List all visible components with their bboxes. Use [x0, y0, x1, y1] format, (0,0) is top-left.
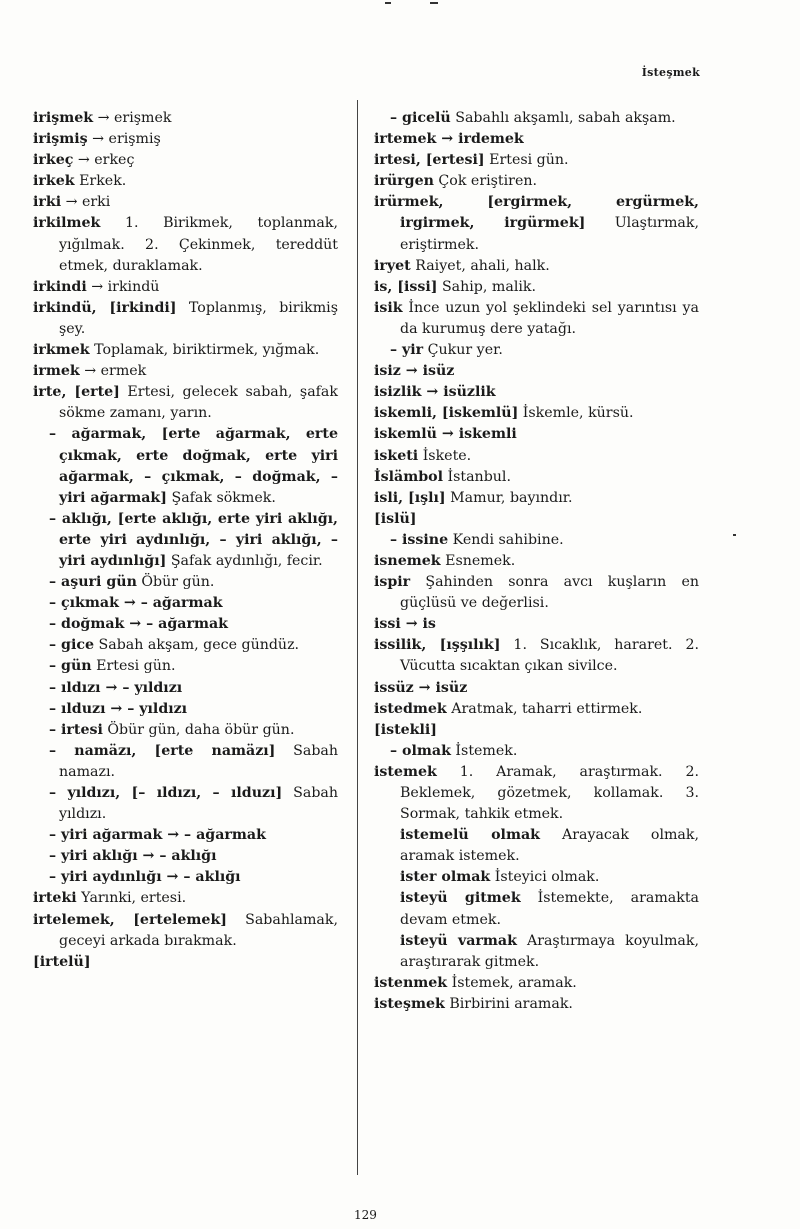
- dictionary-entry: [33, 424, 338, 508]
- dictionary-entry: [374, 446, 699, 467]
- entry-definition: İsteyici olmak.: [490, 869, 600, 886]
- dictionary-entry: [374, 530, 699, 551]
- entry-definition: Raiyet, ahali, halk.: [410, 257, 550, 274]
- dictionary-entry: [374, 741, 699, 762]
- entry-headword: – yiri aklığı → – aklığı: [49, 848, 217, 865]
- entry-headword: isteyü gitmek: [400, 890, 521, 907]
- dictionary-entry: [33, 699, 338, 720]
- entry-definition: 1. Sıcaklık, hararet. 2. Vücutta sıcaktan çıkan sivilce.: [400, 637, 699, 675]
- dictionary-entry: [33, 509, 338, 572]
- print-speck: [430, 2, 438, 4]
- dictionary-entry: [33, 129, 338, 150]
- dictionary-entry: [33, 213, 338, 276]
- entry-definition: Esnemek.: [440, 552, 516, 569]
- dictionary-entry: [33, 952, 338, 973]
- entry-headword: irkilmek: [33, 215, 101, 232]
- entry-headword: istedmek: [374, 700, 447, 717]
- entry-headword: – olmak: [390, 742, 451, 759]
- entry-definition: İstemek.: [450, 742, 518, 759]
- print-speck: [385, 2, 391, 4]
- dictionary-entry: [33, 678, 338, 699]
- dictionary-entry: [33, 361, 338, 382]
- entry-definition: Birbirini aramak.: [444, 995, 573, 1012]
- dictionary-entry: [374, 108, 699, 129]
- dictionary-entry: [374, 699, 699, 720]
- entry-definition: Yarınki, ertesi.: [76, 890, 187, 907]
- entry-headword: isketi: [374, 447, 419, 464]
- entry-definition: Şahinden sonra avcı kuşların en güçlüsü ve değerlisi.: [400, 574, 699, 612]
- dictionary-entry: [374, 256, 699, 277]
- dictionary-entry: [374, 825, 699, 867]
- dictionary-entry: [374, 994, 699, 1015]
- entry-definition: Araştırmaya koyulmak, araştırarak gitmek.: [400, 932, 699, 970]
- dictionary-entry: [374, 614, 699, 635]
- dictionary-entry: [374, 382, 699, 403]
- dictionary-entry: [33, 783, 338, 825]
- entry-headword: isizlik → isüzlik: [374, 384, 496, 401]
- running-head: İsteşmek: [641, 66, 700, 79]
- entry-definition: Erkek.: [74, 173, 127, 190]
- dictionary-entry: [374, 403, 699, 424]
- entry-headword: istemelü olmak: [400, 827, 540, 844]
- page-number: 129: [354, 1208, 377, 1222]
- entry-headword: isli, [ışlı]: [374, 489, 446, 506]
- dictionary-entry: [33, 635, 338, 656]
- dictionary-entry: [374, 572, 699, 614]
- entry-definition: Şafak sökmek.: [166, 489, 276, 506]
- entry-headword: – ağarmak, [erte ağarmak, erte çıkmak, erte doğmak, erte yiri ağarmak, – çıkmak, – doğmak, – yiri ağarmak]: [49, 426, 338, 506]
- entry-headword: irişmiş: [33, 131, 88, 148]
- entry-definition: Sabahlamak, geceyi arkada bırakmak.: [59, 911, 338, 949]
- dictionary-entry: [374, 277, 699, 298]
- entry-headword: [islü]: [374, 510, 417, 527]
- entry-definition: İnce uzun yol şeklindeki sel yarıntısı ya da kurumuş dere yatağı.: [400, 299, 699, 337]
- entry-definition: Çok eriştiren.: [433, 173, 537, 190]
- entry-definition: İstemekte, aramakta devam etmek.: [400, 890, 699, 928]
- entry-definition: İstanbul.: [443, 468, 511, 485]
- entry-headword: irürmek, [ergirmek, ergürmek, irgirmek, irgürmek]: [374, 194, 699, 232]
- entry-definition: İskete.: [418, 447, 472, 464]
- entry-definition: → erkeç: [73, 152, 135, 169]
- entry-headword: ister olmak: [400, 869, 491, 886]
- dictionary-entry: [374, 762, 699, 825]
- entry-headword: issilik, [ışşılık]: [374, 637, 501, 654]
- entry-headword: – yiri ağarmak → – ağarmak: [49, 827, 266, 844]
- entry-headword: irürgen: [374, 173, 434, 190]
- entry-definition: Sabah yıldızı.: [59, 785, 338, 823]
- dictionary-entry: [33, 298, 338, 340]
- entry-headword: irişmek: [33, 110, 94, 126]
- dictionary-entry: [374, 551, 699, 572]
- entry-headword: issüz → isüz: [374, 679, 468, 696]
- entry-headword: [istekli]: [374, 721, 437, 738]
- entry-headword: istenmek: [374, 974, 448, 991]
- dictionary-entry: [33, 192, 338, 213]
- dictionary-entry: [374, 340, 699, 361]
- entry-headword: – yıldızı, [– ıldızı, – ılduzı]: [49, 785, 283, 801]
- entry-definition: Ertesi gün.: [91, 658, 176, 675]
- entry-definition: Sahip, malik.: [437, 278, 536, 295]
- dictionary-entry: [374, 129, 699, 150]
- entry-headword: isteşmek: [374, 995, 445, 1012]
- entry-definition: → erişmiş: [87, 131, 161, 148]
- entry-definition: Sabah akşam, gece gündüz.: [94, 637, 300, 654]
- dictionary-entry: [374, 298, 699, 340]
- entry-headword: – yiri aydınlığı → – aklığı: [49, 869, 241, 886]
- dictionary-entry: [374, 509, 699, 530]
- dictionary-entry: [33, 614, 338, 635]
- dictionary-entry: [374, 488, 699, 509]
- dictionary-entry: [374, 867, 699, 888]
- entry-headword: – çıkmak → – ağarmak: [49, 595, 223, 612]
- entry-definition: Şafak aydınlığı, fecir.: [166, 552, 323, 569]
- entry-headword: irkmek: [33, 342, 90, 359]
- entry-headword: – ılduzı → – yıldızı: [49, 700, 188, 717]
- entry-headword: irmek: [33, 363, 80, 380]
- entry-headword: – aklığı, [erte aklığı, erte yiri aklığı, erte yiri aydınlığı, – yiri aklığı, – yiri aydınlığı]: [49, 510, 338, 569]
- dictionary-entry: [33, 340, 338, 361]
- entry-definition: Ertesi, gelecek sabah, şafak sökme zamanı, yarın.: [59, 384, 338, 422]
- entry-headword: – gicelü: [390, 110, 451, 126]
- dictionary-entry: [33, 846, 338, 867]
- entry-definition: → erki: [61, 194, 111, 211]
- entry-definition: İskemle, kürsü.: [518, 405, 634, 422]
- entry-definition: Kendi sahibine.: [448, 531, 564, 548]
- entry-definition: Ertesi gün.: [484, 152, 569, 169]
- entry-headword: [irtelü]: [33, 953, 91, 970]
- entry-headword: İslämbol: [374, 468, 443, 485]
- entry-headword: is, [issi]: [374, 278, 438, 295]
- dictionary-entry: [33, 171, 338, 192]
- entry-headword: – issine: [390, 531, 449, 548]
- dictionary-entry: [33, 572, 338, 593]
- entry-definition: Toplanmış, birikmiş şey.: [59, 299, 338, 337]
- entry-definition: → ermek: [79, 363, 147, 380]
- entry-headword: – ıldızı → – yıldızı: [49, 679, 183, 696]
- entry-headword: isnemek: [374, 552, 441, 569]
- entry-headword: irtesi, [ertesi]: [374, 152, 485, 169]
- right-column: [374, 108, 699, 1015]
- entry-definition: Çukur yer.: [423, 342, 503, 359]
- entry-headword: irkindi: [33, 278, 87, 295]
- entry-headword: isik: [374, 299, 403, 316]
- dictionary-entry: [33, 720, 338, 741]
- entry-headword: – aşuri gün: [49, 574, 137, 591]
- dictionary-entry: [374, 424, 699, 445]
- entry-headword: irkindü, [irkindi]: [33, 299, 177, 316]
- dictionary-entry: [374, 361, 699, 382]
- dictionary-entry: [33, 825, 338, 846]
- entry-definition: Arayacak olmak, aramak istemek.: [400, 827, 699, 865]
- entry-headword: isteyü varmak: [400, 932, 517, 949]
- dictionary-entry: [33, 910, 338, 952]
- entry-headword: issi → is: [374, 616, 436, 633]
- entry-headword: irteki: [33, 890, 77, 907]
- dictionary-entry: [33, 382, 338, 424]
- dictionary-entry: [374, 150, 699, 171]
- entry-headword: – irtesi: [49, 721, 103, 738]
- entry-definition: → irkindü: [86, 278, 160, 295]
- entry-headword: irte, [erte]: [33, 384, 120, 401]
- entry-headword: istemek: [374, 763, 437, 780]
- entry-definition: Mamur, bayındır.: [445, 489, 573, 506]
- entry-definition: Sabah namazı.: [59, 742, 338, 780]
- dictionary-entry: [33, 150, 338, 171]
- entry-definition: Ulaştırmak, eriştirmek.: [400, 215, 699, 253]
- dictionary-entry: [33, 593, 338, 614]
- entry-headword: – namäzı, [erte namäzı]: [49, 742, 276, 759]
- entry-headword: irkek: [33, 173, 75, 190]
- entry-definition: Aratmak, taharri ettirmek.: [446, 700, 643, 717]
- dictionary-entry: [33, 867, 338, 888]
- dictionary-entry: [374, 171, 699, 192]
- dictionary-entry: [374, 888, 699, 930]
- dictionary-entry: [374, 635, 699, 677]
- entry-headword: – gün: [49, 658, 92, 675]
- entry-definition: Toplamak, biriktirmek, yığmak.: [89, 342, 320, 359]
- entry-definition: Öbür gün.: [136, 574, 215, 591]
- dictionary-entry: [374, 931, 699, 973]
- dictionary-entry: [33, 277, 338, 298]
- entry-headword: iskemli, [iskemlü]: [374, 405, 519, 422]
- entry-definition: Öbür gün, daha öbür gün.: [102, 721, 295, 738]
- entry-headword: irki: [33, 194, 62, 211]
- entry-headword: irkeç: [33, 152, 74, 169]
- dictionary-entry: [33, 108, 338, 129]
- entry-definition: 1. Birikmek, toplanmak, yığılmak. 2. Çekinmek, tereddüt etmek, duraklamak.: [59, 215, 338, 274]
- entry-definition: İstemek, aramak.: [447, 974, 577, 991]
- dictionary-entry: [374, 720, 699, 741]
- entry-definition: → erişmek: [93, 110, 172, 126]
- dictionary-entry: [374, 192, 699, 255]
- column-divider: [357, 100, 358, 1175]
- entry-definition: 1. Aramak, araştırmak. 2. Beklemek, gözetmek, kollamak. 3. Sormak, tahkik etmek.: [400, 763, 699, 823]
- dictionary-entry: [374, 973, 699, 994]
- dictionary-entry: [374, 678, 699, 699]
- entry-headword: – gice: [49, 637, 95, 654]
- entry-headword: irtelemek, [ertelemek]: [33, 911, 228, 928]
- dictionary-entry: [33, 741, 338, 783]
- print-speck: [733, 534, 736, 536]
- dictionary-entry: [33, 888, 338, 909]
- entry-headword: iryet: [374, 257, 411, 274]
- entry-headword: iskemlü → iskemli: [374, 426, 517, 443]
- entry-headword: – doğmak → – ağarmak: [49, 616, 228, 633]
- left-column: [33, 108, 338, 973]
- dictionary-entry: [374, 467, 699, 488]
- entry-headword: – yir: [390, 342, 424, 359]
- entry-definition: Sabahlı akşamlı, sabah akşam.: [450, 110, 676, 126]
- entry-headword: isiz → isüz: [374, 363, 455, 380]
- entry-headword: irtemek → irdemek: [374, 131, 524, 148]
- dictionary-entry: [33, 656, 338, 677]
- entry-headword: ispir: [374, 574, 411, 591]
